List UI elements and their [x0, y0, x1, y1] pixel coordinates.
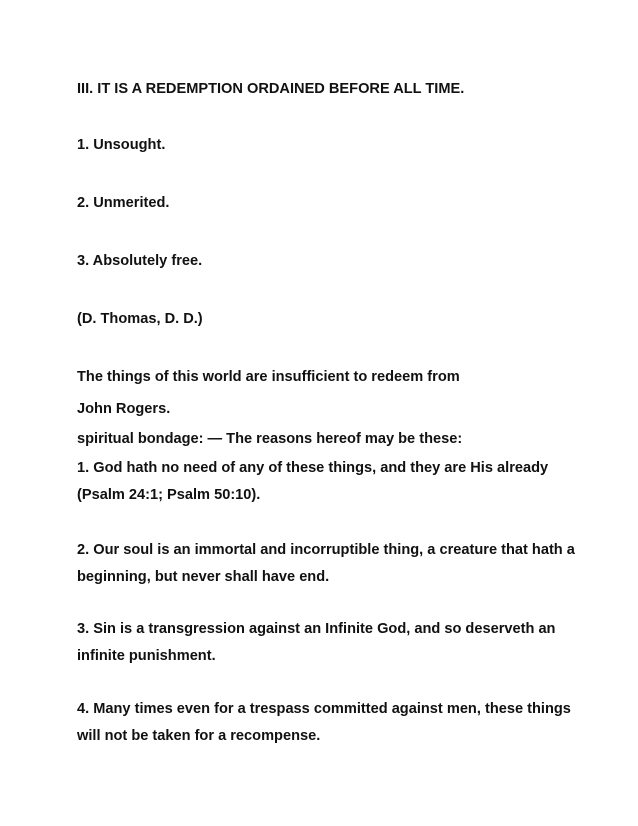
point-item: 2. Unmerited. [77, 195, 170, 211]
attribution: (D. Thomas, D. D.) [77, 311, 203, 327]
reason-paragraph: 2. Our soul is an immortal and incorruptible thing, a creature that hath a beginning, but never shall have end. [77, 542, 575, 585]
author-name: John Rogers. [77, 401, 171, 417]
section-heading: III. IT IS A REDEMPTION ORDAINED BEFORE ALL TIME. [77, 81, 465, 97]
intro-line: The things of this world are insufficient to redeem from [77, 369, 460, 385]
reason-paragraph: 1. God hath no need of any of these things, and they are His already (Psalm 24:1; Psalm 50:10). [77, 460, 549, 503]
reason-paragraph: 4. Many times even for a trespass committed against men, these things will not be taken for a recompense. [77, 701, 571, 744]
point-item: 3. Absolutely free. [77, 253, 203, 269]
point-item: 1. Unsought. [77, 137, 166, 153]
reason-paragraph: 3. Sin is a transgression against an Infinite God, and so deserveth an infinite punishment. [77, 621, 556, 664]
reasons-intro: spiritual bondage: — The reasons hereof may be these: [77, 431, 463, 447]
